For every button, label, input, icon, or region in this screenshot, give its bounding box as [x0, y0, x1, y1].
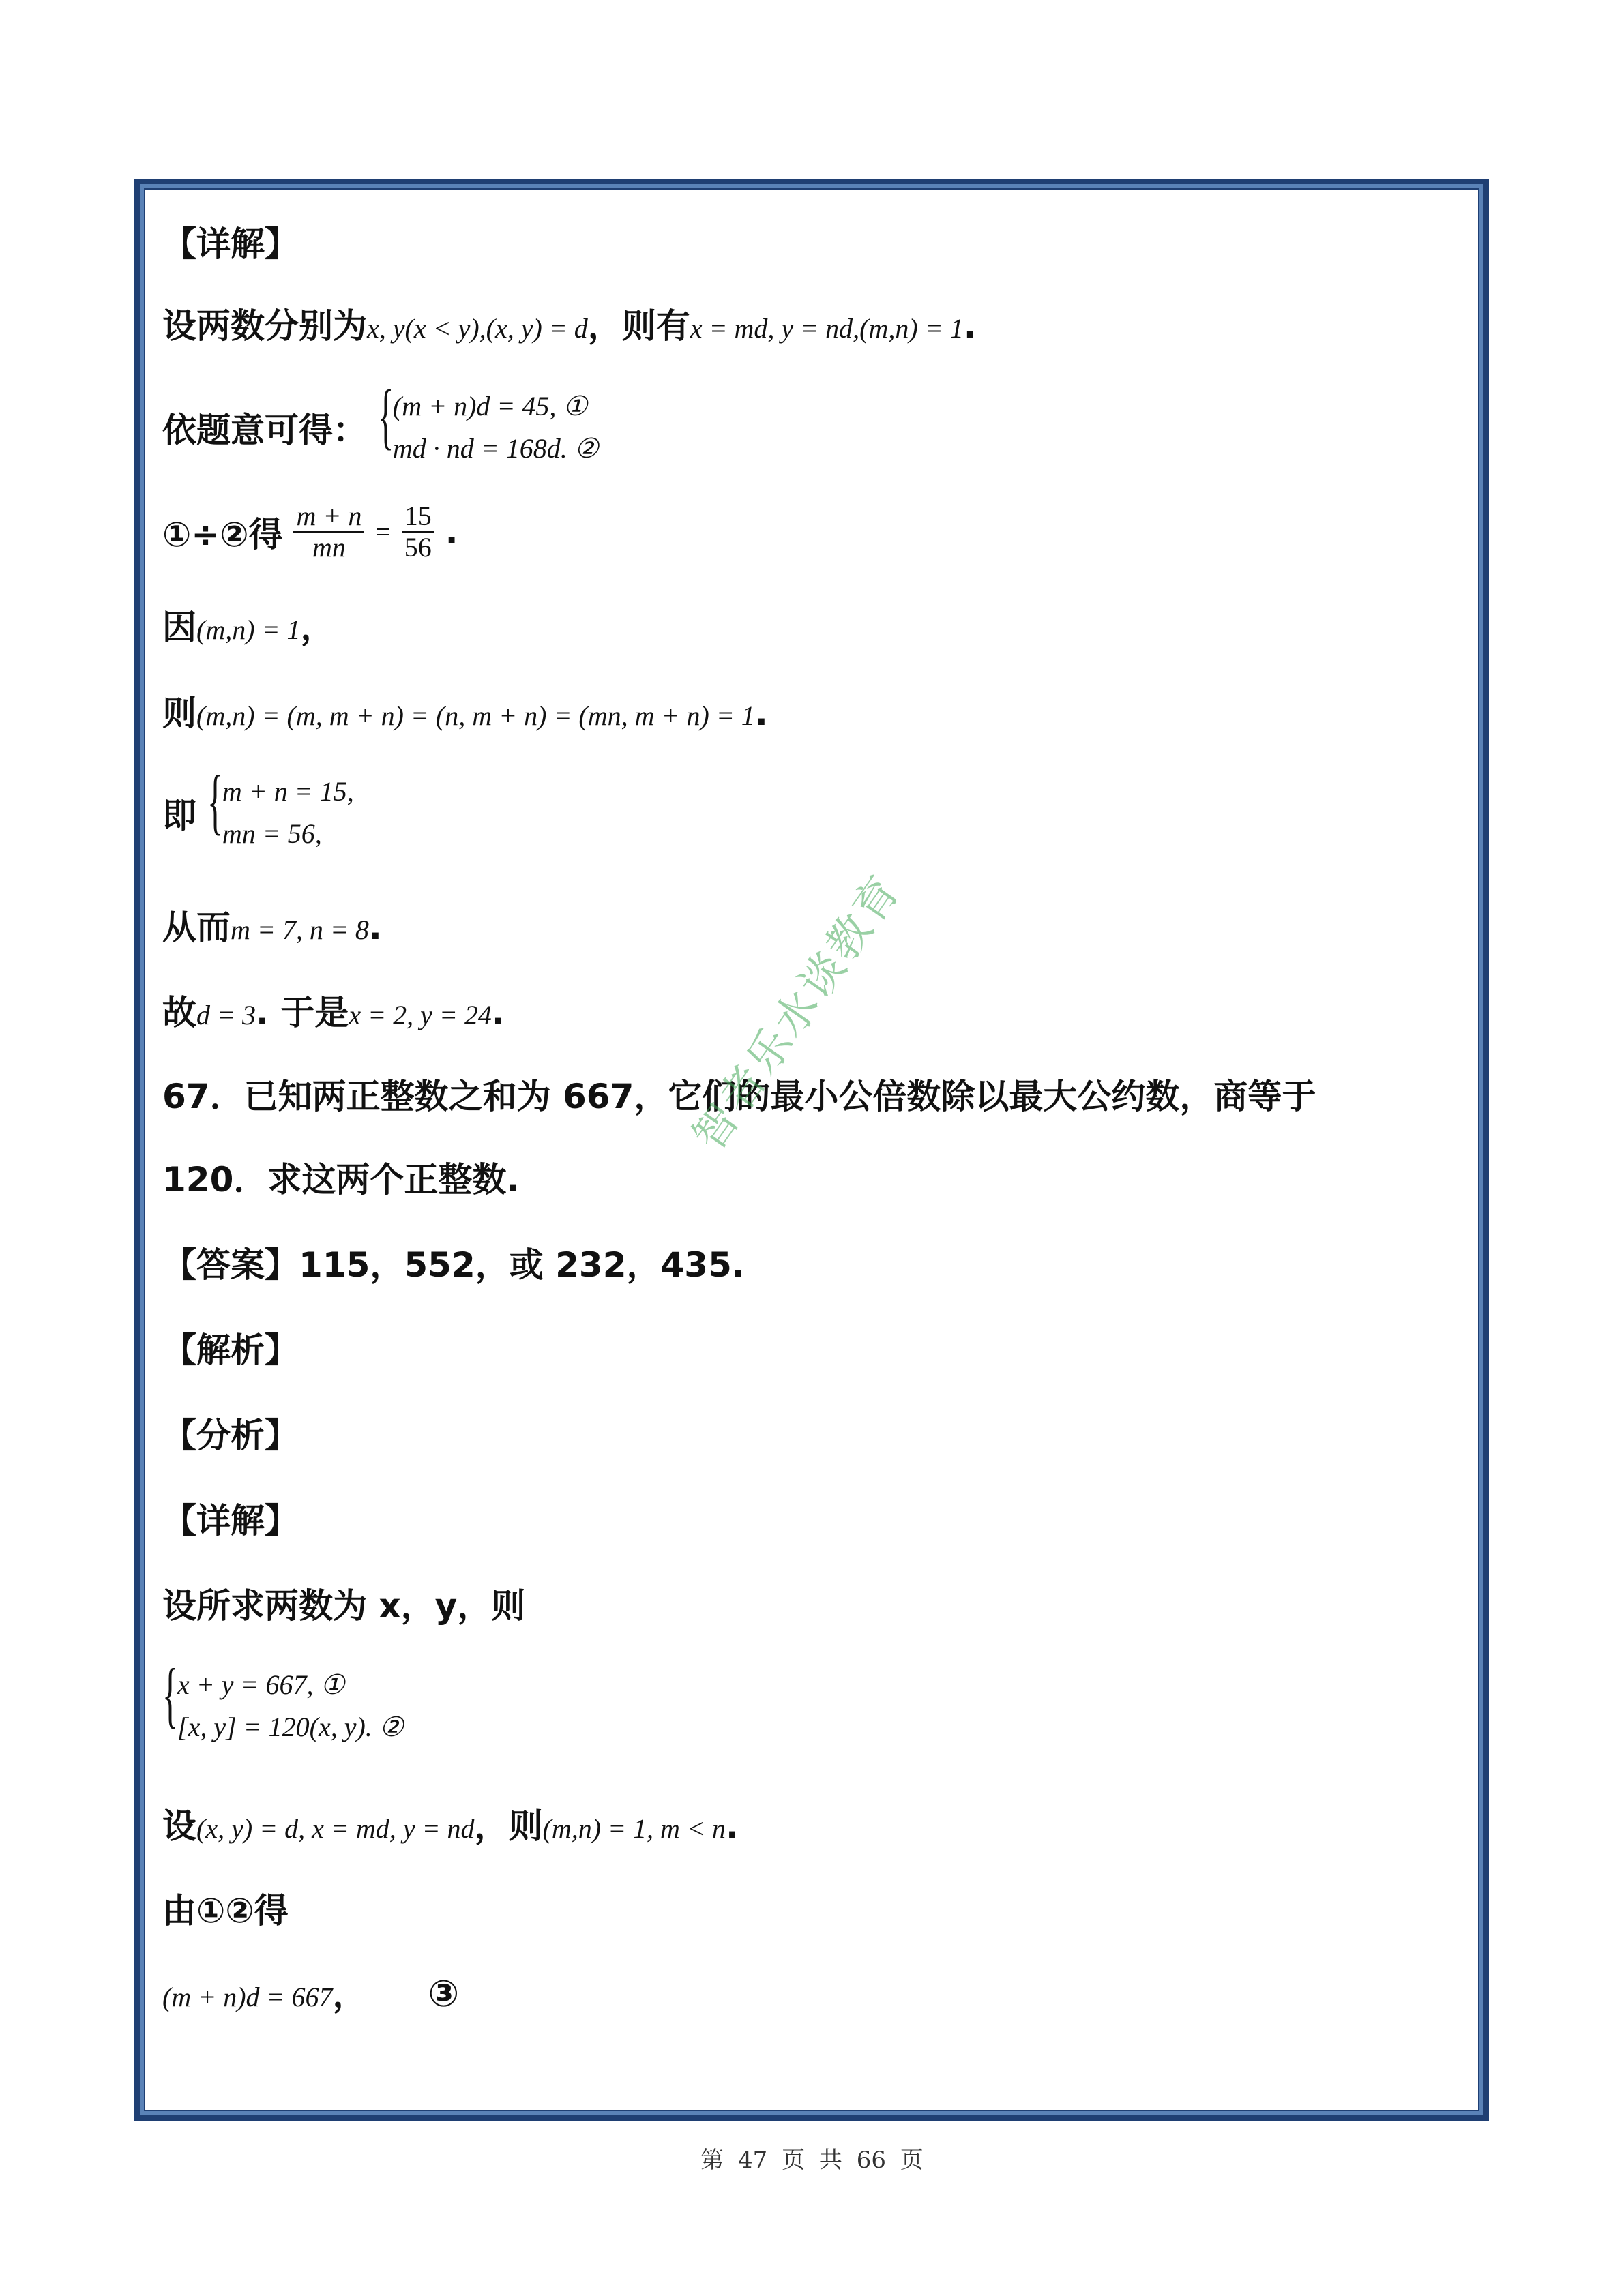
- math-expression: x = 2, y = 24: [349, 1000, 492, 1030]
- text: 依题意可得：: [162, 411, 367, 450]
- solution-line-6: [162, 761, 354, 855]
- denominator: mn: [312, 532, 346, 563]
- period: .: [754, 694, 768, 733]
- denominator: 56: [404, 532, 432, 563]
- text: ①÷②得: [162, 515, 283, 554]
- left-brace: {: [162, 1654, 179, 1735]
- answer-line: 【答案】115，552，或 232，435.: [162, 1245, 745, 1285]
- math-expression: x = md, y = nd,(m,n) = 1: [690, 313, 964, 344]
- text: 设: [162, 1806, 196, 1846]
- section-heading-fenxi: 【分析】: [162, 1416, 299, 1455]
- text: ，则: [474, 1806, 543, 1846]
- fraction: [402, 501, 434, 563]
- section-heading-detail: 【详解】: [162, 224, 299, 264]
- solution-line-3: [162, 501, 458, 563]
- text: 即: [162, 796, 196, 835]
- equation: md · nd = 168d. ②: [392, 433, 599, 464]
- text: 设两数分别为: [162, 306, 367, 346]
- math-expression: d = 3: [196, 1000, 256, 1030]
- text: 因: [162, 608, 196, 647]
- math-expression: (x, y) = d, x = md, y = nd: [196, 1813, 475, 1844]
- equation: [x, y] = 120(x, y). ②: [177, 1712, 404, 1742]
- text: 则: [162, 694, 196, 733]
- solution-line-10: [162, 1654, 404, 1748]
- period: .: [445, 512, 458, 552]
- equation: x + y = 667, ①: [177, 1669, 345, 1700]
- problem-67-line-2: 120．求这两个正整数.: [162, 1160, 520, 1199]
- numerator: m + n: [293, 501, 364, 533]
- text: ，则有: [587, 306, 690, 346]
- section-heading-analysis: 【解析】: [162, 1330, 299, 1370]
- equation: (m + n)d = 45, ①: [392, 391, 588, 421]
- left-brace: {: [377, 376, 394, 457]
- math-expression: (m,n) = 1: [196, 614, 301, 645]
- fraction: [293, 501, 364, 563]
- math-expression: m = 7, n = 8: [231, 914, 369, 945]
- solution-line-12: 由①②得: [162, 1891, 289, 1930]
- math-expression: (m,n) = 1, m < n: [542, 1813, 726, 1844]
- equation-system: [207, 761, 354, 855]
- equation-tag: ③: [428, 1972, 460, 2015]
- math-expression: (m + n)d = 667: [162, 1982, 333, 2012]
- problem-67-line-1: 67．已知两正整数之和为 667，它们的最小公倍数除以最大公约数，商等于: [162, 1077, 1316, 1116]
- period: .: [963, 306, 977, 346]
- period: .: [491, 993, 505, 1032]
- section-heading-detail-2: 【详解】: [162, 1501, 299, 1540]
- text: 故: [162, 993, 196, 1032]
- text: 从而: [162, 908, 231, 947]
- math-expression: x, y(x < y),(x, y) = d: [367, 313, 588, 344]
- equals-sign: =: [375, 516, 391, 548]
- left-brace: {: [207, 761, 224, 842]
- period: .: [368, 908, 382, 947]
- text: . 于是: [256, 993, 349, 1032]
- solution-line-2: [162, 376, 599, 470]
- comma: ，: [332, 1975, 367, 2014]
- watermark: 智者乐水谈教育: [683, 865, 911, 1161]
- solution-line-5: [162, 686, 768, 735]
- equation-system: [162, 1654, 404, 1748]
- equation-system: [377, 376, 599, 470]
- page-number-footer: 第 47 页 共 66 页: [700, 2147, 924, 2174]
- equation: mn = 56,: [222, 818, 322, 849]
- solution-line-1: [162, 299, 977, 348]
- period: .: [725, 1806, 739, 1846]
- solution-line-8: [162, 985, 505, 1034]
- comma: ，: [300, 608, 335, 647]
- numerator: 15: [402, 501, 434, 533]
- solution-line-13: [162, 1967, 459, 2016]
- equation: m + n = 15,: [222, 776, 354, 807]
- solution-line-9: 设所求两数为 x，y，则: [162, 1586, 526, 1626]
- solution-line-11: [162, 1799, 739, 1848]
- math-expression: (m,n) = (m, m + n) = (n, m + n) = (mn, m + n) = 1: [196, 700, 755, 731]
- solution-line-4: [162, 600, 335, 649]
- solution-line-7: [162, 900, 382, 949]
